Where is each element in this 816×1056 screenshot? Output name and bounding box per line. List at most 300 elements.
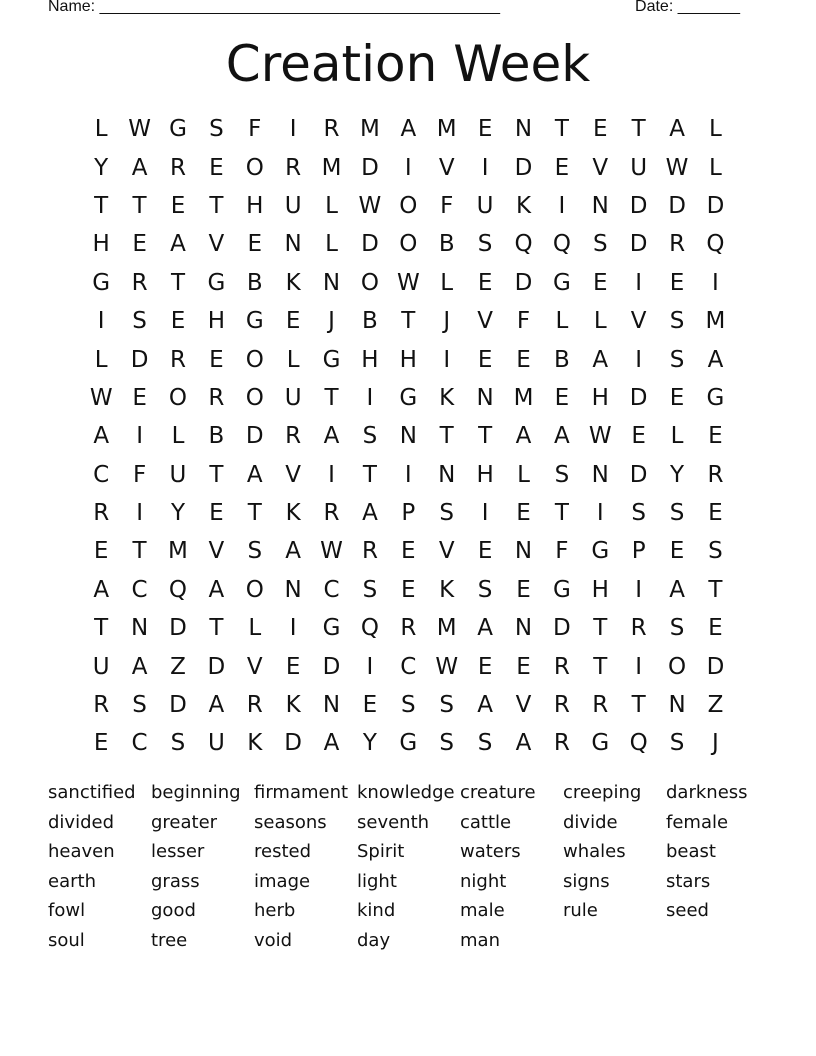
grid-letter: H	[476, 461, 494, 488]
grid-letter: V	[438, 538, 455, 565]
grid-letter: I	[366, 384, 374, 411]
word-bank-item: image	[254, 870, 311, 892]
grid-letter: O	[245, 346, 264, 373]
grid-letter: U	[284, 384, 302, 411]
grid-letter: F	[516, 308, 531, 335]
grid-letter: O	[360, 269, 379, 296]
grid-letter: N	[514, 116, 533, 143]
grid-letter: R	[707, 461, 724, 488]
grid-letter: E	[362, 692, 378, 719]
grid-letter: T	[94, 615, 109, 642]
grid-letter: T	[170, 269, 185, 296]
word-bank-item: creature	[460, 782, 536, 803]
grid-letter: R	[553, 653, 570, 680]
grid-letter: E	[209, 154, 224, 181]
word-bank-item: good	[151, 900, 196, 922]
word-bank-item: fowl	[48, 900, 86, 922]
grid-letter: R	[553, 692, 570, 719]
grid-letter: E	[170, 192, 186, 219]
grid-letter: Z	[170, 653, 186, 680]
grid-letter: R	[669, 231, 686, 258]
grid-letter: U	[169, 461, 187, 488]
grid-letter: E	[516, 346, 531, 373]
grid-letter: W	[435, 653, 459, 680]
grid-letter: L	[593, 308, 607, 335]
grid-letter: W	[665, 154, 689, 181]
grid-letter: T	[593, 653, 608, 680]
grid-letter: F	[248, 116, 262, 143]
grid-letter: O	[668, 653, 687, 680]
grid-letter: W	[128, 116, 151, 143]
grid-letter: B	[208, 423, 225, 450]
grid-letter: L	[248, 615, 262, 642]
grid-letter: A	[170, 231, 186, 258]
grid-letter: A	[208, 692, 225, 719]
grid-letter: M	[436, 116, 457, 143]
grid-letter: A	[131, 154, 148, 181]
word-bank-item: creeping	[563, 782, 642, 803]
grid-letter: I	[289, 116, 297, 143]
grid-letter: J	[328, 308, 335, 335]
grid-letter: T	[708, 576, 723, 603]
grid-letter: E	[708, 423, 723, 450]
grid-letter: O	[399, 192, 418, 219]
word-bank-item: divide	[563, 811, 618, 833]
grid-letter: A	[515, 730, 532, 757]
grid-letter: I	[481, 154, 489, 181]
grid-letter: B	[362, 308, 378, 335]
grid-letter: S	[439, 500, 455, 527]
grid-letter: V	[515, 692, 532, 719]
grid-letter: D	[245, 423, 264, 450]
grid-letter: Q	[629, 730, 648, 757]
grid-letter: U	[630, 154, 648, 181]
grid-letter: N	[514, 615, 533, 642]
grid-letter: T	[247, 500, 262, 527]
grid-letter: C	[93, 461, 110, 488]
grid-letter: V	[246, 653, 263, 680]
grid-letter: E	[708, 500, 723, 527]
grid-letter: A	[400, 116, 417, 143]
word-bank-item: light	[357, 870, 397, 892]
word-bank-item: sanctified	[48, 782, 136, 803]
grid-letter: T	[554, 116, 569, 143]
grid-letter: S	[247, 538, 263, 565]
grid-letter: G	[591, 538, 610, 565]
grid-letter: T	[439, 423, 454, 450]
grid-letter: S	[477, 576, 493, 603]
word-bank-item: void	[254, 929, 293, 951]
grid-letter: D	[207, 653, 226, 680]
grid-letter: M	[436, 615, 457, 642]
grid-letter: M	[360, 116, 380, 143]
grid-letter: C	[131, 576, 148, 603]
grid-letter: S	[209, 116, 224, 143]
grid-letter: L	[709, 154, 722, 181]
word-bank-item: signs	[563, 870, 610, 892]
word-bank-item: whales	[563, 841, 626, 863]
grid-letter: L	[517, 461, 530, 488]
grid-letter: A	[515, 423, 532, 450]
grid-letter: A	[208, 576, 225, 603]
grid-letter: T	[593, 615, 608, 642]
grid-letter: W	[396, 269, 420, 296]
grid-letter: D	[322, 653, 341, 680]
grid-letter: E	[477, 346, 493, 373]
word-bank-item: firmament	[254, 782, 349, 803]
grid-letter: T	[324, 384, 339, 411]
grid-letter: J	[443, 308, 451, 335]
grid-letter: E	[285, 308, 301, 335]
grid-letter: E	[170, 308, 186, 335]
grid-letter: T	[209, 461, 224, 488]
grid-letter: E	[516, 576, 531, 603]
grid-letter: Y	[170, 500, 185, 527]
grid-letter: Y	[670, 461, 685, 488]
grid-letter: I	[136, 500, 143, 527]
grid-letter: D	[629, 384, 648, 411]
grid-letter: A	[323, 730, 340, 757]
grid-letter: I	[404, 154, 412, 181]
word-bank-item: seasons	[254, 811, 327, 833]
grid-letter: I	[635, 269, 643, 296]
grid-letter: E	[708, 615, 723, 642]
grid-letter: N	[476, 384, 494, 411]
grid-letter: I	[443, 346, 451, 373]
grid-letter: G	[92, 269, 111, 296]
grid-letter: S	[554, 461, 570, 488]
grid-letter: E	[669, 269, 685, 296]
word-bank-item: earth	[48, 870, 96, 892]
grid-letter: L	[286, 346, 300, 373]
grid-letter: T	[132, 192, 147, 219]
grid-letter: L	[325, 192, 338, 219]
grid-letter: Q	[514, 231, 533, 258]
grid-letter: E	[132, 231, 147, 258]
grid-letter: E	[401, 538, 416, 565]
word-bank-item: waters	[460, 841, 521, 863]
grid-letter: K	[285, 692, 301, 719]
grid-letter: S	[170, 730, 186, 757]
grid-letter: O	[245, 576, 264, 603]
grid-letter: N	[591, 461, 609, 488]
grid-letter: G	[322, 346, 341, 373]
grid-letter: C	[400, 653, 417, 680]
grid-letter: G	[399, 730, 418, 757]
grid-letter: E	[669, 538, 685, 565]
grid-letter: S	[669, 615, 685, 642]
grid-letter: M	[168, 538, 188, 565]
grid-letter: N	[322, 692, 341, 719]
word-bank-item: greater	[151, 811, 218, 833]
grid-letter: E	[401, 576, 416, 603]
word-bank-item: stars	[666, 870, 711, 892]
grid-letter: I	[481, 500, 489, 527]
grid-letter: G	[591, 730, 610, 757]
grid-letter: A	[93, 576, 110, 603]
grid-letter: A	[669, 116, 685, 143]
grid-letter: A	[477, 615, 493, 642]
grid-letter: E	[669, 384, 685, 411]
grid-letter: D	[706, 653, 725, 680]
grid-letter: D	[361, 231, 379, 258]
word-bank-item: tree	[151, 929, 188, 951]
grid-letter: Q	[168, 576, 188, 603]
grid-letter: R	[553, 730, 570, 757]
grid-letter: U	[284, 192, 302, 219]
grid-letter: E	[554, 384, 570, 411]
grid-letter: S	[477, 231, 493, 258]
word-bank-item: grass	[151, 870, 200, 892]
grid-letter: G	[322, 615, 341, 642]
grid-letter: U	[476, 192, 494, 219]
grid-letter: O	[245, 154, 264, 181]
grid-letter: R	[285, 154, 302, 181]
grid-letter: S	[669, 730, 685, 757]
grid-letter: T	[132, 538, 147, 565]
grid-letter: R	[246, 692, 263, 719]
grid-letter: O	[245, 384, 264, 411]
grid-letter: E	[554, 154, 570, 181]
grid-letter: E	[209, 500, 224, 527]
grid-letter: A	[323, 423, 340, 450]
grid-letter: S	[669, 308, 685, 335]
grid-letter: T	[401, 308, 416, 335]
grid-letter: H	[361, 346, 379, 373]
word-bank-item: male	[460, 900, 505, 922]
word-bank-item: herb	[254, 900, 296, 922]
grid-letter: K	[515, 192, 532, 219]
grid-letter: I	[404, 461, 412, 488]
word-bank-item: beginning	[151, 782, 241, 803]
header	[48, 0, 740, 16]
grid-letter: B	[246, 269, 263, 296]
grid-letter: L	[94, 346, 108, 373]
grid-letter: R	[285, 423, 302, 450]
grid-letter: H	[399, 346, 417, 373]
grid-letter: B	[438, 231, 455, 258]
grid-letter: R	[131, 269, 148, 296]
grid-letter: T	[478, 423, 493, 450]
grid-letter: K	[247, 730, 263, 757]
grid-letter: I	[136, 423, 143, 450]
grid-letter: E	[477, 653, 493, 680]
word-bank-item: lesser	[151, 841, 205, 863]
grid-letter: E	[247, 231, 263, 258]
grid-letter: E	[93, 730, 109, 757]
grid-letter: S	[401, 692, 416, 719]
grid-letter: S	[439, 692, 455, 719]
grid-letter: W	[320, 538, 343, 565]
grid-letter: H	[92, 231, 110, 258]
word-bank-item: knowledge	[357, 782, 455, 803]
grid-letter: A	[669, 576, 685, 603]
grid-letter: G	[399, 384, 418, 411]
grid-letter: P	[631, 538, 646, 565]
word-bank-item: beast	[666, 841, 716, 863]
grid-letter: G	[207, 269, 226, 296]
grid-letter: L	[709, 116, 722, 143]
grid-letter: T	[631, 692, 646, 719]
grid-letter: L	[94, 116, 108, 143]
grid-letter: U	[207, 730, 225, 757]
grid-letter: H	[591, 384, 609, 411]
grid-letter: A	[362, 500, 378, 527]
word-bank-item: female	[666, 811, 729, 833]
word-bank-item: seed	[666, 900, 709, 922]
grid-letter: E	[593, 116, 608, 143]
grid-letter: I	[558, 192, 566, 219]
grid-letter: T	[554, 500, 569, 527]
grid-letter: Q	[706, 231, 725, 258]
grid-letter: G	[706, 384, 725, 411]
grid-letter: K	[285, 269, 301, 296]
grid-letter: C	[323, 576, 340, 603]
grid-letter: D	[629, 231, 648, 258]
grid-letter: R	[323, 500, 340, 527]
grid-letter: E	[285, 653, 301, 680]
grid-letter: V	[208, 231, 225, 258]
word-bank-item: heaven	[48, 841, 115, 863]
grid-letter: G	[245, 308, 264, 335]
grid-letter: B	[553, 346, 570, 373]
grid-letter: V	[285, 461, 302, 488]
grid-letter: A	[285, 538, 302, 565]
grid-letter: N	[514, 538, 533, 565]
grid-letter: K	[285, 500, 301, 527]
grid-letter: A	[707, 346, 724, 373]
grid-letter: W	[89, 384, 113, 411]
grid-letter: R	[323, 116, 340, 143]
grid-letter: T	[94, 192, 109, 219]
grid-letter: R	[93, 692, 110, 719]
grid-letter: M	[705, 308, 726, 335]
grid-letter: S	[132, 692, 147, 719]
grid-letter: N	[668, 692, 686, 719]
grid-letter: I	[596, 500, 604, 527]
grid-letter: F	[132, 461, 147, 488]
grid-letter: L	[670, 423, 684, 450]
grid-letter: Z	[707, 692, 724, 719]
grid-letter: K	[439, 576, 455, 603]
grid-letter: R	[208, 384, 225, 411]
grid-letter: I	[97, 308, 105, 335]
grid-letter: H	[207, 308, 226, 335]
grid-letter: S	[631, 500, 646, 527]
grid-letter: R	[93, 500, 110, 527]
grid-letter: D	[629, 461, 648, 488]
grid-letter: V	[630, 308, 647, 335]
grid-letter: T	[631, 116, 646, 143]
grid-letter: I	[712, 269, 719, 296]
grid-letter: R	[169, 154, 186, 181]
word-bank-item: soul	[48, 929, 85, 951]
grid-letter: D	[514, 269, 533, 296]
grid-letter: E	[593, 269, 608, 296]
grid-letter: D	[361, 154, 379, 181]
grid-letter: R	[361, 538, 378, 565]
word-bank-item: divided	[48, 811, 115, 833]
word-bank-item: rule	[563, 900, 598, 922]
grid-letter: E	[477, 116, 493, 143]
grid-letter: A	[592, 346, 609, 373]
grid-letter: T	[209, 192, 224, 219]
grid-letter: O	[168, 384, 188, 411]
grid-letter: S	[708, 538, 723, 565]
grid-letter: M	[513, 384, 534, 411]
grid-letter: W	[588, 423, 612, 450]
grid-letter: E	[209, 346, 224, 373]
grid-letter: P	[401, 500, 416, 527]
grid-letter: T	[362, 461, 377, 488]
grid-letter: S	[592, 231, 608, 258]
grid-letter: A	[477, 692, 493, 719]
grid-letter: E	[516, 653, 531, 680]
grid-letter: U	[92, 653, 110, 680]
date-field-label: Date: _______	[635, 0, 740, 15]
word-bank-item: man	[460, 929, 500, 951]
grid-letter: F	[555, 538, 569, 565]
grid-letter: L	[325, 231, 338, 258]
grid-letter: G	[552, 576, 571, 603]
grid-letter: E	[132, 384, 147, 411]
grid-letter: J	[712, 730, 719, 757]
grid-letter: V	[438, 154, 455, 181]
grid-letter: H	[246, 192, 264, 219]
grid-letter: D	[130, 346, 149, 373]
grid-letter: R	[592, 692, 609, 719]
grid-letter: I	[328, 461, 335, 488]
name-field-label: Name: _____________________________________________	[48, 0, 500, 15]
grid-letter: S	[362, 576, 378, 603]
grid-letter: R	[630, 615, 647, 642]
grid-letter: Y	[362, 730, 377, 757]
grid-letter: Y	[94, 154, 109, 181]
word-bank-item: cattle	[460, 811, 512, 833]
grid-letter: D	[629, 192, 648, 219]
grid-letter: S	[669, 500, 685, 527]
grid-letter: E	[631, 423, 646, 450]
grid-letter: D	[514, 154, 533, 181]
grid-letter: S	[132, 308, 147, 335]
word-bank-item: Spirit	[357, 841, 405, 863]
grid-letter: K	[439, 384, 455, 411]
grid-letter: N	[399, 423, 417, 450]
grid-letter: E	[477, 538, 493, 565]
page-title: Creation Week	[225, 35, 591, 93]
grid-letter: I	[635, 346, 643, 373]
grid-letter: V	[208, 538, 225, 565]
grid-letter: A	[554, 423, 570, 450]
grid-letter: G	[552, 269, 571, 296]
grid-letter: D	[553, 615, 571, 642]
grid-letter: Q	[360, 615, 379, 642]
grid-letter: N	[591, 192, 609, 219]
grid-letter: E	[477, 269, 493, 296]
grid-letter: N	[130, 615, 149, 642]
grid-letter: M	[321, 154, 342, 181]
grid-letter: Q	[552, 231, 571, 258]
grid-letter: S	[669, 346, 685, 373]
word-bank-item: darkness	[666, 782, 748, 803]
grid-letter: I	[366, 653, 374, 680]
grid-letter: N	[284, 576, 302, 603]
grid-letter: R	[169, 346, 186, 373]
grid-letter: I	[635, 576, 643, 603]
letter-grid	[82, 110, 735, 763]
grid-letter: S	[439, 730, 455, 757]
grid-letter: D	[169, 692, 187, 719]
